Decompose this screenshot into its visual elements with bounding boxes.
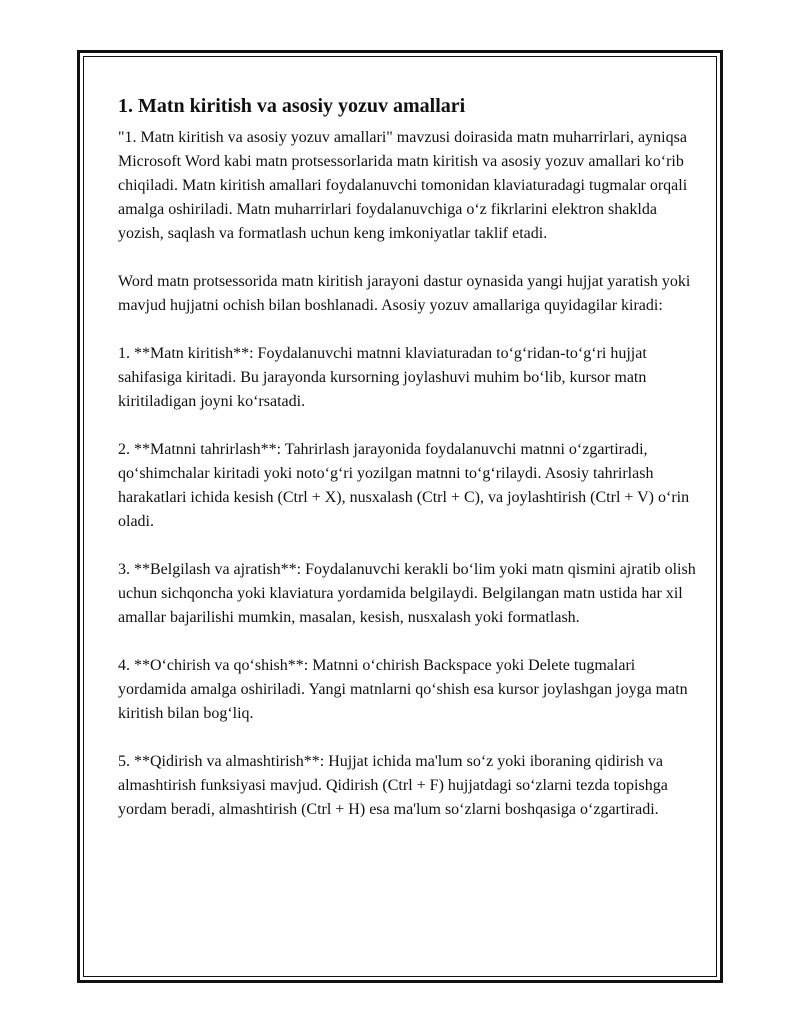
paragraph-item-5: 5. **Qidirish va almashtirish**: Hujjat ichida ma'lum soʻz yoki iboraning qidirish va almashtirish funksiyasi mavjud. Qidirish (Ctrl + F) hujjatdagi soʻzlarni tezda topishga yordam beradi, almashtirish (Ctrl + H) esa ma'lum soʻzlarni boshqasiga oʻzgartiradi. [118,753,668,818]
document-body [118,92,698,846]
paragraph-item-3: 3. **Belgilash va ajratish**: Foydalanuvchi kerakli boʻlim yoki matn qismini ajratib olish uchun sichqoncha yoki klaviatura yordamida belgilaydi. Belgilangan matn ustida har xil amallar bajarilishi mumkin, masalan, kesish, nusxalash yoki formatlash. [118,561,696,626]
paragraph-item-4: 4. **Oʻchirish va qoʻshish**: Matnni oʻchirish Backspace yoki Delete tugmalari yordamida amalga oshiriladi. Yangi matnlarni qoʻshish esa kursor joylashgan joyga matn kiritish bilan bogʻliq. [118,657,688,722]
paragraph-item-2: 2. **Matnni tahrirlash**: Tahrirlash jarayonida foydalanuvchi matnni oʻzgartiradi, qoʻshimchalar kiritadi yoki notoʻgʻri yozilgan matnni toʻgʻrilaydi. Asosiy tahrirlash harakatlari ichida kesish (Ctrl + X), nusxalash (Ctrl + C), va joylashtirish (Ctrl + V) oʻrin oladi. [118,441,690,530]
paragraph-item-1: 1. **Matn kiritish**: Foydalanuvchi matnni klaviaturadan toʻgʻridan-toʻgʻri hujjat sahifasiga kiritadi. Bu jarayonda kursorning joylashuvi muhim boʻlib, kursor matn kiritiladigan joyni koʻrsatadi. [118,345,647,410]
paragraph-intro: "1. Matn kiritish va asosiy yozuv amallari" mavzusi doirasida matn muharrirlari, ayniqsa Microsoft Word kabi matn protsessorlarida matn kiritish va asosiy yozuv amallari koʻrib chiqiladi. Matn kiritish amallari foydalanuvchi tomonidan klaviaturadagi tugmalar orqali amalga oshiriladi. Matn muharrirlari foydalanuvchiga oʻz fikrlarini elektron shaklda yozish, saqlash va formatlash uchun keng imkoniyatlar taklif etadi. [118,129,688,242]
paragraph-overview: Word matn protsessorida matn kiritish jarayoni dastur oynasida yangi hujjat yaratish yoki mavjud hujjatni ochish bilan boshlanadi. Asosiy yozuv amallariga quyidagilar kiradi: [118,273,691,314]
section-heading: 1. Matn kiritish va asosiy yozuv amallari [118,95,466,117]
